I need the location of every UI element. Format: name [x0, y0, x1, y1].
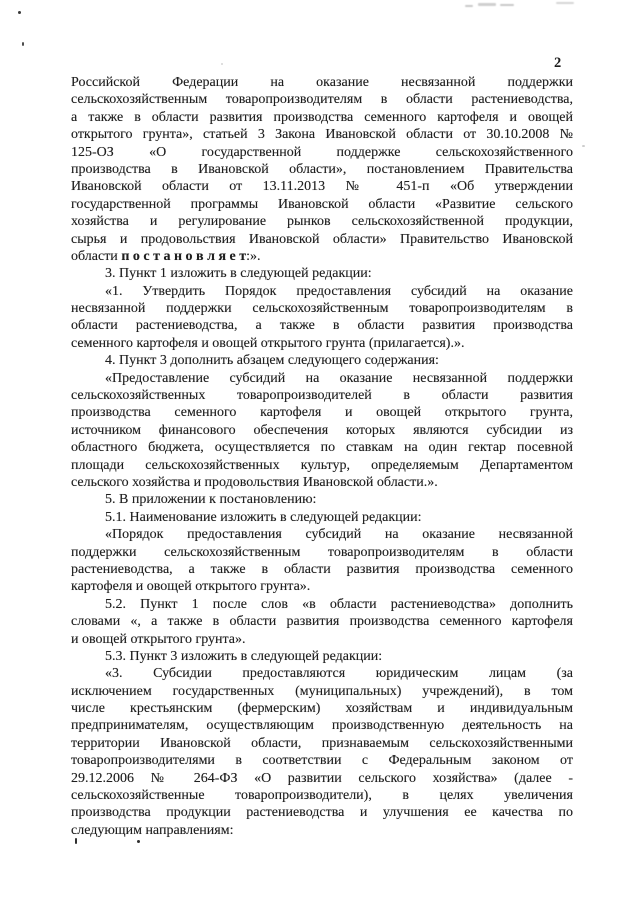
text-run: области	[71, 248, 122, 264]
page-number: 2	[554, 55, 562, 71]
text-line: «1. Утвердить Порядок предоставления субсидий на оказание	[105, 283, 573, 299]
text-line: словами «, а также в области развития производства семенного картофеля	[71, 614, 573, 630]
text-line	[71, 248, 573, 265]
text-line: хозяйства и регулирование рынков сельскохозяйственной продукции,	[71, 214, 573, 230]
text-line: областного бюджета, осуществляется по ставкам на один гектар посевной	[71, 440, 573, 456]
paragraph	[71, 352, 573, 369]
ink-speck	[137, 840, 140, 843]
scan-smudge	[556, 2, 574, 4]
text-line: 125-ОЗ «О государственной поддержке сельскохозяйственного	[71, 144, 573, 160]
text-line: 5.1. Наименование изложить в следующей редакции:	[105, 509, 422, 525]
ink-speck	[582, 145, 585, 147]
text-line: 4. Пункт 3 дополнить абзацем следующего содержания:	[105, 353, 439, 369]
text-line: территории Ивановской области, признаваемым сельскохозяйственными	[71, 735, 573, 751]
text-line: и овощей открытого грунта».	[71, 631, 246, 647]
scan-smudge	[465, 5, 473, 7]
emphasis-bold-text: п о с т а н о в л я е т	[121, 248, 247, 264]
paragraph	[71, 265, 573, 282]
text-line: несвязанной поддержки сельскохозяйственным товаропроизводителям в	[71, 301, 573, 317]
paragraph	[71, 596, 573, 648]
paragraph	[71, 370, 573, 492]
text-line: растениеводства, а также в области развития производства семенного	[71, 561, 573, 577]
text-line: производства в Ивановской области», постановлением Правительства	[71, 161, 573, 177]
text-line: семенного картофеля и овощей открытого грунта (прилагается).».	[71, 335, 465, 351]
text-line: 5.2. Пункт 1 после слов «в области растениеводства» дополнить	[105, 596, 573, 612]
text-line: государственной программы Ивановской области «Развитие сельского	[71, 196, 573, 212]
text-line: исключением государственных (муниципальных) учреждений), в том	[71, 683, 573, 699]
paragraph	[71, 491, 573, 508]
text-line: области растениеводства, а также в области развития производства	[71, 318, 573, 334]
paragraph	[71, 526, 573, 596]
text-line: 5.3. Пункт 3 изложить в следующей редакции:	[105, 648, 383, 664]
text-line: 5. В приложении к постановлению:	[105, 492, 317, 508]
text-line: Российской Федерации на оказание несвязанной поддержки	[71, 75, 573, 90]
text-line: сельскохозяйственных товаропроизводителей в области развития	[71, 388, 573, 404]
text-line: 29.12.2006 № 264-ФЗ «О развитии сельского хозяйства» (далее -	[71, 770, 573, 786]
text-line: «Предоставление субсидий на оказание несвязанной поддержки	[105, 370, 573, 386]
text-line: открытого грунта», статьей 3 Закона Ивановской области от 30.10.2008 №	[71, 127, 573, 143]
text-line: сельского хозяйства и продовольствия Ивановской области.».	[71, 474, 438, 490]
text-line: картофеля и овощей открытого грунта».	[71, 579, 311, 595]
text-line: сельскохозяйственные товаропроизводители), в целях увеличения	[71, 788, 573, 804]
paragraph	[71, 648, 573, 665]
ink-speck	[18, 11, 21, 14]
text-block	[71, 74, 573, 839]
paragraph	[71, 665, 573, 839]
paragraph	[71, 509, 573, 526]
text-line: 3. Пункт 1 изложить в следующей редакции:	[105, 266, 372, 282]
text-line: поддержки сельскохозяйственным товаропроизводителям в области	[71, 544, 573, 560]
ink-speck	[75, 838, 77, 844]
scan-smudge	[500, 4, 514, 6]
text-line: «3. Субсидии предоставляются юридическим лицам (за	[105, 666, 573, 682]
ink-speck	[22, 42, 24, 46]
text-line: площади сельскохозяйственных культур, определяемым Департаментом	[71, 457, 573, 473]
text-line: числе крестьянским (фермерским) хозяйствам и индивидуальным	[71, 701, 573, 717]
text-line: производства продукции растениеводства и улучшения ее качества по	[71, 805, 573, 821]
text-line: товаропроизводителями в соответствии с Федеральным законом от	[71, 753, 573, 769]
text-line: сельскохозяйственным товаропроизводителям в области растениеводства,	[71, 92, 573, 108]
scan-smudge	[478, 3, 496, 6]
text-line: производства семенного картофеля и овощей открытого грунта,	[71, 405, 573, 421]
text-line: источником финансового обеспечения которых являются субсидии из	[71, 422, 573, 438]
text-line: предпринимателям, осуществляющим производственную деятельность на	[71, 718, 573, 734]
text-line: Ивановской области от 13.11.2013 № 451-п «Об утверждении	[71, 179, 573, 195]
text-line: а также в области развития производства семенного картофеля и овощей	[71, 109, 573, 125]
paragraph	[71, 74, 573, 265]
text-line: следующим направлениям:	[71, 822, 234, 838]
ink-speck	[221, 63, 223, 65]
paragraph	[71, 283, 573, 353]
text-line: «Порядок предоставления субсидий на оказание несвязанной	[105, 527, 573, 543]
text-line: сырья и продовольствия Ивановской области» Правительство Ивановской	[71, 231, 573, 247]
text-run: :».	[246, 248, 261, 264]
